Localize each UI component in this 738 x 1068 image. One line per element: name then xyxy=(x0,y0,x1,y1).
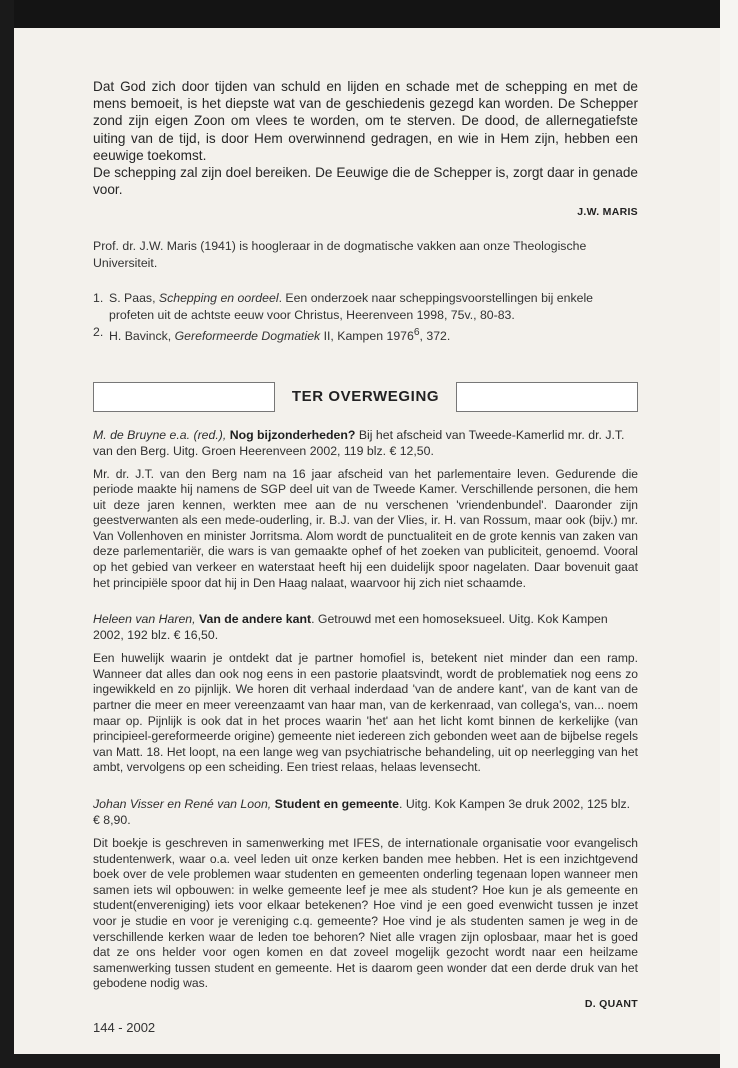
review-book-title: Van de andere kant xyxy=(198,612,312,627)
intro-paragraph-1: Dat God zich door tijden van schuld en lijden en schade met de schepping en met de mens bemoeit, is het diepste wat van de geschiedenis gezegd kan worden. De Schepper zond zijn eigen Zoon om vlees te worden, om te sterven. De dood, de allernegatiefste uiting van de tijd, is door Hem overwinnend gedragen, en wie in Hem zijn, hebben een eeuwige toekomst. xyxy=(93,79,638,163)
footnote-text: S. Paas, Schepping en oordeel. Een onderzoek naar scheppingsvoorstellingen bij enkele profeten uit de achtste eeuw voor Christus, Heerenveen 1998, 75v., 80-83. xyxy=(109,291,594,323)
scan-left-border xyxy=(0,0,14,1068)
review-book-title: Student en gemeente xyxy=(274,797,399,812)
review-citation xyxy=(93,611,638,643)
section-title: TER OVERWEGING xyxy=(291,388,440,406)
footnote-item xyxy=(93,324,638,345)
review-body: Mr. dr. J.T. van den Berg nam na 16 jaar afscheid van het parlementaire leven. Gedurende die periode maakte hij namens de SGP deel uit van de Tweede Kamer. Verschillende personen, die hem uit deze jaren kennen, werkten mee aan de nu verschenen 'vriendenbundel'. Daaronder zijn geestverwanten als een mede-ouderling, ir. B.J. van der Vlies, ir. H. van Rossum, maar ook (bijv.) mr. Van Vollenhoven en minister Jorritsma. Alom wordt de punctualiteit en de grote kennis van zaken van deze parlementariër, die wars is van gemaakte ophef of het zoeken van publiciteit, genoemd. Vooral op het gebied van verkeer en waterstaat heeft hij een duidelijk spoor nagelaten. Daar bovenuit gaat het principiële spoor dat hij in Den Haag nalaat, waarvoor hij zich niet schaamde. xyxy=(93,466,638,590)
author-note: Prof. dr. J.W. Maris (1941) is hoogleraar in de dogmatische vakken aan onze Theologische Universiteit. xyxy=(93,239,587,271)
review-item xyxy=(93,427,638,592)
page-content xyxy=(93,78,638,1010)
review-body: Een huwelijk waarin je ontdekt dat je partner homofiel is, betekent niet minder dan een ramp. Wanneer dat alles dan ook nog eens in een pastorie plaatsvindt, wordt de problematiek nog eens zo ingewikkeld en zo pijnlijk. We horen dit verhaal inderdaad 'van de andere kant', van de kant van de partner die meer en meer vereenzaamt van haar man, van de kerkenraad, van collega's, van... noem maar op. Pijnlijk is ook dat in het proces waarin 'het' aan het licht komt binnen de kerkelijke (van principieel-gereformeerde origine) gemeente niet iedereen zich gebonden weet aan de bijbelse regels van Matt. 18. Het loopt, na een lange weg van psychiatrische behandeling, uit op neerlegging van het ambt, vervolgens op een scheiding. Een triest relaas, helaas levensecht. xyxy=(93,651,638,775)
article-signature: J.W. MARIS xyxy=(577,206,638,219)
footnote-number: 1. xyxy=(93,291,104,306)
footnotes-list xyxy=(93,290,638,345)
section-header-right-box xyxy=(456,382,638,412)
section-header xyxy=(93,382,638,412)
footnote-item xyxy=(93,290,638,324)
footnote-book-title: Schepping en oordeel xyxy=(158,291,279,306)
intro-paragraph-2: De schepping zal zijn doel bereiken. De Eeuwige die de Schepper is, zorgt daar in genade voor. xyxy=(93,165,638,198)
review-book-title: Nog bijzonderheden? xyxy=(229,427,356,442)
section-header-left-box xyxy=(93,382,275,412)
review-author: M. de Bruyne e.a. (red.), xyxy=(93,427,227,442)
page-right-edge xyxy=(720,0,738,1068)
review-citation xyxy=(93,796,638,828)
review-body: Dit boekje is geschreven in samenwerking met IFES, de internationale organisatie voor evangelisch studentenwerk, waar o.a. veel leden uit onze kerken banden mee hebben. Het is een inzichtgevend boek over de vele problemen waar studenten en gemeenten onderling tegenaan lopen wanneer men samen iets wil opbouwen: in welke gemeente leef je mee als student? Hoe kun je als gemeente en student(envereniging) iets voor elkaar betekenen? Hoe vind je een goed evenwicht tussen je inzet voor je studie en voor je vereniging c.q. gemeente? Hoe vind je als studenten samen je weg in de verschillende kerken waar de leden toe behoren? Niet alle vragen zijn oplosbaar, maar het is goed dat ze ons helder voor ogen komen en dat zoveel mogelijk gezocht wordt naar een heilzame samenwerking tussen student en gemeente. Het is daarom geen wonder dat een derde druk van het gebodene nodig was. xyxy=(93,836,638,991)
footnote-text: H. Bavinck, Gereformeerde Dogmatiek II, Kampen 1976$^6$, 372. xyxy=(109,327,451,344)
review-item xyxy=(93,796,638,992)
review-author: Heleen van Haren, xyxy=(93,612,196,627)
review-book-info: Bij het afscheid van Tweede-Kamerlid mr. dr. J.T. van den Berg. Uitg. Groen Heerenveen 2002, 119 blz. € 12,50. xyxy=(93,427,625,458)
review-book-info: . Getrouwd met een homoseksueel. Uitg. Kok Kampen 2002, 192 blz. € 16,50. xyxy=(93,612,608,643)
review-book-info: . Uitg. Kok Kampen 3e druk 2002, 125 blz. € 8,90. xyxy=(93,797,631,828)
scan-top-border xyxy=(0,0,720,28)
footnote-number: 2. xyxy=(93,325,104,340)
review-author: Johan Visser en René van Loon, xyxy=(93,797,272,812)
review-item xyxy=(93,611,638,776)
page-number: 144 - 2002 xyxy=(93,1020,156,1035)
reviews-signature: D. QUANT xyxy=(584,997,638,1010)
review-citation xyxy=(93,427,638,459)
scan-bottom-border xyxy=(14,1054,720,1068)
footnote-book-title: Gereformeerde Dogmatiek xyxy=(174,329,321,344)
